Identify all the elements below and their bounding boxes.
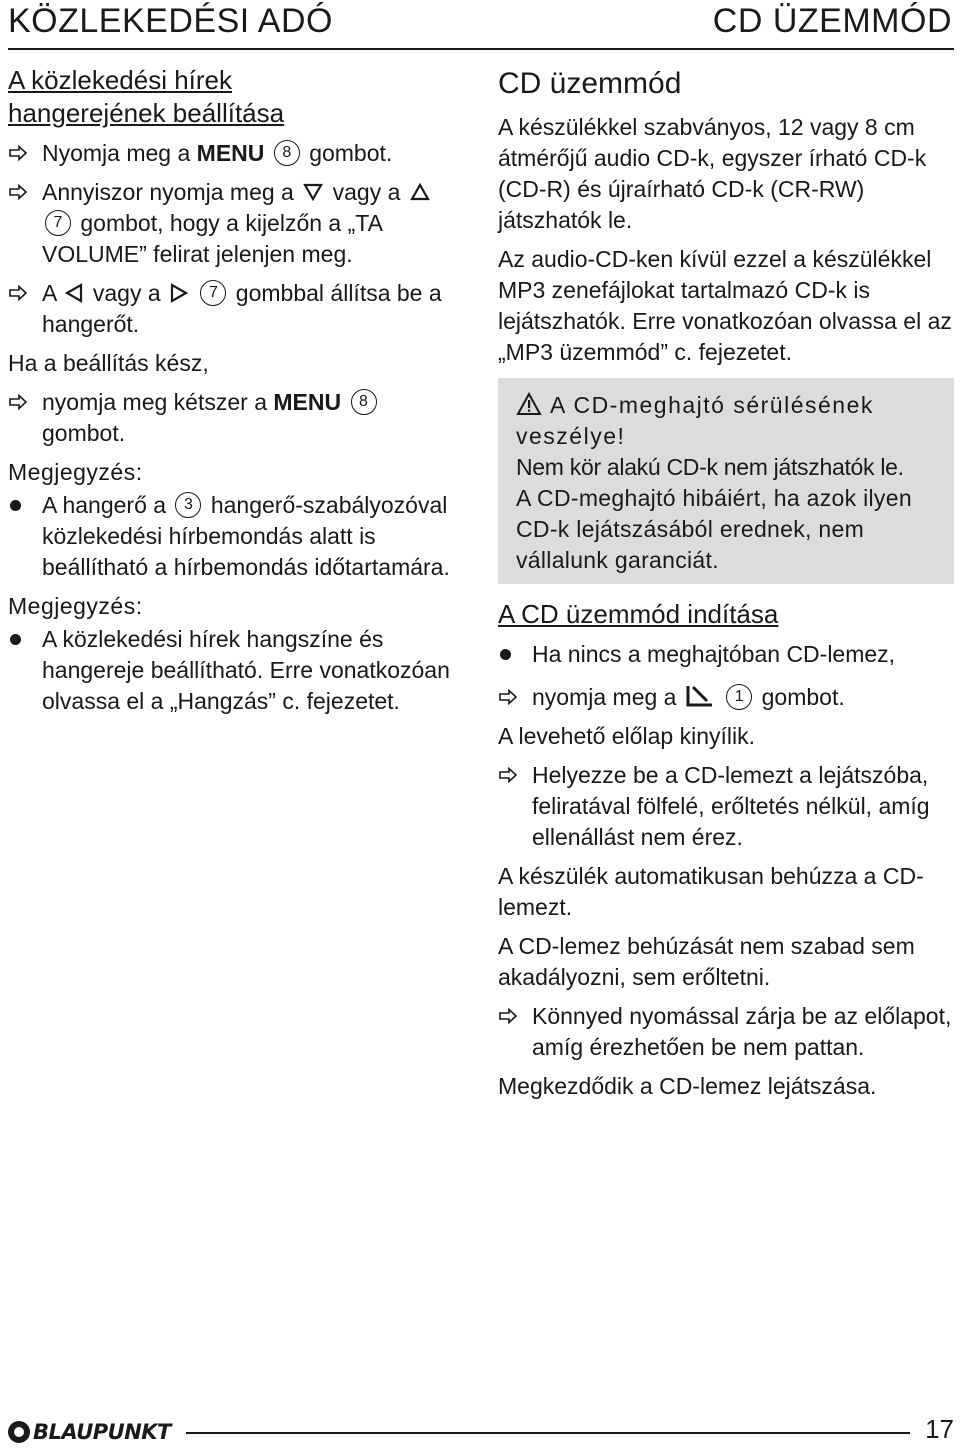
warning-heading — [516, 390, 936, 452]
step-press-updown — [8, 177, 463, 270]
triangle-up-icon — [410, 183, 430, 201]
step-set-volume — [8, 278, 463, 340]
bullet-dot-icon — [10, 500, 21, 511]
note-text: A hangerő a — [42, 492, 167, 518]
key-number-badge: 3 — [175, 492, 201, 518]
note-text: hangerő-szabályozóval közlekedési hírbemondás alatt is beállítható a hírbemondás időtartamára. — [42, 492, 450, 580]
key-number-badge: 1 — [726, 684, 752, 710]
step-text: Könnyed nyomással zárja be az előlapot, amíg érezhetően be nem pattan. — [532, 1003, 952, 1060]
bullet-text: Ha nincs a meghajtóban CD-lemez, — [532, 641, 896, 667]
step-text: Annyiszor nyomja meg a — [42, 179, 294, 205]
menu-key-label: MENU — [196, 140, 265, 166]
step-press-menu — [8, 138, 463, 169]
brand-ring-icon — [8, 1421, 30, 1443]
step-text: nyomja meg kétszer a — [42, 389, 267, 415]
section-header-title: CD ÜZEMMÓD — [712, 2, 952, 40]
cd-mode-title: CD üzemmód — [498, 67, 682, 100]
arrow-right-icon — [498, 689, 518, 705]
menu-key-label: MENU — [273, 389, 342, 415]
paragraph-done: Ha a beállítás kész, — [8, 350, 209, 376]
footer-rule — [186, 1432, 910, 1434]
arrow-right-icon — [8, 285, 28, 301]
note-bullet — [8, 624, 463, 717]
step-close-front — [498, 1001, 954, 1063]
open-eject-icon — [685, 683, 715, 709]
chapter-title: KÖZLEKEDÉSI ADÓ — [8, 2, 333, 40]
arrow-right-icon — [8, 145, 28, 161]
right-column — [498, 60, 954, 1110]
ta-volume-heading — [8, 64, 463, 130]
step-text: gombot. — [42, 420, 126, 446]
step-text: gombbal állítsa be a hangerőt. — [42, 280, 442, 337]
triangle-left-icon — [65, 283, 83, 303]
note-text: A közlekedési hírek hangszíne és hangereje beállítható. Erre vonatkozóan olvassa el a „Hangzás” c. fejezetet. — [42, 626, 450, 714]
step-text: gombot. — [309, 140, 393, 166]
bullet-item — [498, 639, 954, 670]
paragraph: A készülék automatikusan behúzza a CD-lemezt. — [498, 863, 924, 920]
step-text: vagy a — [332, 179, 401, 205]
note-title: Megjegyzés: — [8, 459, 143, 485]
step-text: vagy a — [92, 280, 161, 306]
brand-name: BLAUPUNKT — [33, 1420, 171, 1444]
warning-text: A CD-meghajtó sérülésének veszélye! — [516, 392, 874, 449]
step-insert-cd — [498, 760, 954, 853]
left-column — [8, 60, 463, 725]
brand-logo — [8, 1418, 171, 1446]
heading-line-2: hangerejének beállítása — [8, 98, 285, 128]
step-text: A — [42, 280, 57, 306]
arrow-right-icon — [8, 394, 28, 410]
step-press-menu-twice — [8, 387, 463, 449]
arrow-right-icon — [498, 1008, 518, 1024]
step-text: gombot. — [761, 684, 845, 710]
step-press-eject — [498, 682, 954, 713]
key-number-badge: 7 — [200, 280, 226, 306]
key-number-badge: 8 — [274, 140, 300, 166]
paragraph: A levehető előlap kinyílik. — [498, 723, 755, 749]
arrow-right-icon — [498, 767, 518, 783]
warning-text: A CD-meghajtó hibáiért, ha azok ilyen CD-k lejátszásából erednek, nem vállalunk garanciát. — [516, 485, 912, 573]
paragraph: A CD-lemez behúzását nem szabad sem akadályozni, sem erőltetni. — [498, 933, 915, 990]
bullet-dot-icon — [500, 649, 511, 660]
paragraph: Az audio-CD-ken kívül ezzel a készülékkel MP3 zenefájlokat tartalmazó CD-k is lejátszhatók. Erre vonatkozóan olvassa el az „MP3 üzemmód” c. fejezetet. — [498, 246, 952, 365]
page-number: 17 — [925, 1414, 954, 1444]
key-number-badge: 7 — [45, 210, 71, 236]
paragraph: Megkezdődik a CD-lemez lejátszása. — [498, 1073, 877, 1099]
note-title: Megjegyzés: — [8, 593, 143, 619]
heading-line-1: A közlekedési hírek — [8, 65, 233, 95]
warning-text: Nem kör alakú CD-k nem játszhatók le. — [516, 454, 904, 480]
triangle-down-icon — [303, 183, 323, 201]
key-number-badge: 8 — [351, 389, 377, 415]
step-text: Nyomja meg a — [42, 140, 191, 166]
step-text: Helyezze be a CD-lemezt a lejátszóba, feliratával fölfelé, erőltetés nélkül, amíg ellenállást nem érez. — [532, 762, 930, 850]
paragraph: A készülékkel szabványos, 12 vagy 8 cm átmérőjű audio CD-k, egyszer írható CD-k (CD-R) és újraírható CD-k (CR-RW) játszhatók le. — [498, 114, 927, 233]
bullet-dot-icon — [10, 634, 21, 645]
triangle-right-icon — [170, 283, 188, 303]
header-rule — [8, 48, 954, 50]
warning-triangle-icon — [516, 392, 542, 416]
start-cd-heading: A CD üzemmód indítása — [498, 599, 779, 629]
arrow-right-icon — [8, 184, 28, 200]
step-text: nyomja meg a — [532, 684, 677, 710]
warning-box — [498, 378, 954, 584]
note-bullet — [8, 490, 463, 583]
step-text: gombot, hogy a kijelzőn a „TA VOLUME” felirat jelenjen meg. — [42, 210, 382, 267]
